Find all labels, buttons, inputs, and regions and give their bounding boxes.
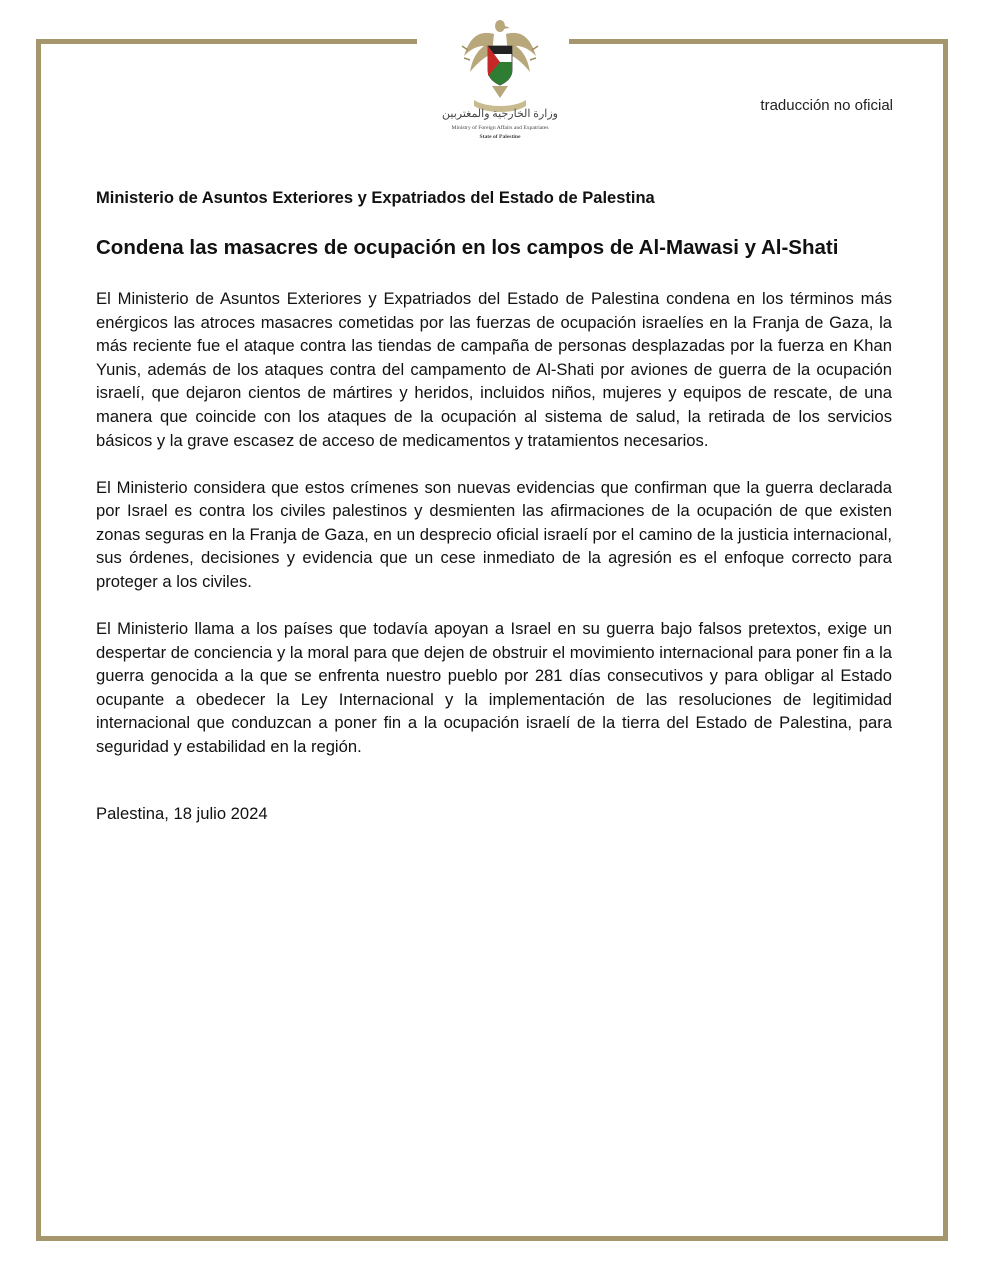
dateline: Palestina, 18 julio 2024 bbox=[96, 804, 268, 823]
frame-top-left bbox=[36, 39, 417, 44]
ministry-name: Ministerio de Asuntos Exteriores y Expatriados del Estado de Palestina bbox=[96, 189, 655, 207]
ministry-emblem bbox=[440, 16, 560, 146]
eagle-icon bbox=[440, 16, 560, 116]
emblem-arabic-text: وزارة الخارجية والمغتربين bbox=[442, 108, 558, 120]
frame-top-right bbox=[569, 39, 948, 44]
emblem-state-line: State of Palestine bbox=[479, 134, 521, 140]
frame-right bbox=[943, 39, 948, 1241]
page-title: Condena las masacres de ocupación en los campos de Al-Mawasi y Al-Shati bbox=[96, 236, 839, 259]
statement-body bbox=[96, 287, 892, 782]
paragraph-1: El Ministerio de Asuntos Exteriores y Expatriados del Estado de Palestina condena en los términos más enérgicos las atroces masacres cometidas por las fuerzas de ocupación israelíes en la Franja de Gaza, la más reciente fue el ataque contra las tiendas de campaña de personas desplazadas por la fuerza en Khan Yunis, además de los ataques contra del campamento de Al-Shati por aviones de guerra de la ocupación israelí, que dejaron cientos de mártires y heridos, incluidos niños, mujeres y equipos de rescate, de una manera que coincide con los ataques de la ocupación al sistema de salud, la retirada de los servicios básicos y la grave escasez de acceso de medicamentos y tratamientos necesarios. bbox=[96, 289, 892, 450]
paragraph-2: El Ministerio considera que estos crímenes son nuevas evidencias que confirman que la guerra declarada por Israel es contra los civiles palestinos y desmienten las afirmaciones de la ocupación de que existen zonas seguras en la Franja de Gaza, en un desprecio oficial israelí por el camino de la justicia internacional, sus órdenes, decisiones y evidencia que un cese inmediato de la agresión es el enfoque correcto para proteger a los civiles. bbox=[96, 477, 892, 591]
paragraph-3: El Ministerio llama a los países que todavía apoyan a Israel en su guerra bajo falsos pretextos, exige un despertar de conciencia y la moral para que dejen de obstruir el movimiento internacional para poner fin a la guerra genocida a la que se enfrenta nuestro pueblo por 281 días consecutivos y para obligar al Estado ocupante a obedecer la Ley Internacional y la implementación de las resoluciones de legitimidad internacional que conduzcan a poner fin a la ocupación israelí de la tierra del Estado de Palestina, para seguridad y estabilidad en la región. bbox=[96, 618, 892, 756]
emblem-ministry-line: Ministry of Foreign Affairs and Expatriates bbox=[451, 125, 549, 131]
frame-bottom bbox=[36, 1236, 948, 1241]
unofficial-translation-note: traducción no oficial bbox=[760, 97, 893, 114]
frame-left bbox=[36, 39, 41, 1241]
